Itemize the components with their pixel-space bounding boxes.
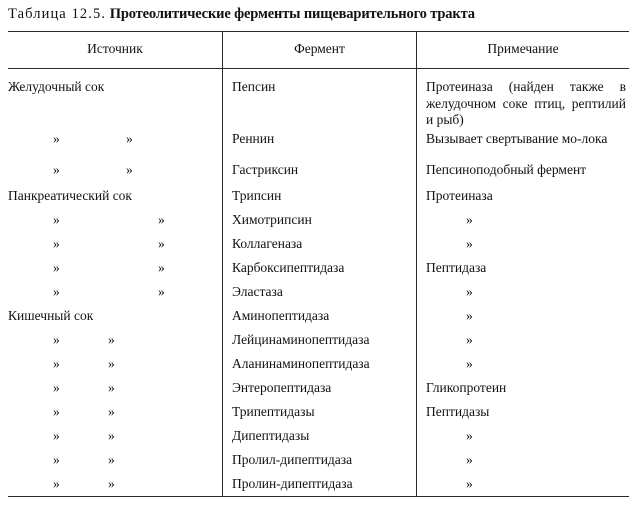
cell-note: Вызывает свертывание мо-лока [426, 131, 608, 146]
ditto-mark-source: » [53, 428, 60, 443]
ditto-mark-note: » [466, 284, 473, 299]
ditto-mark-source: » [108, 476, 115, 491]
cell-enzyme: Трипептидазы [232, 404, 315, 419]
cell-enzyme: Аминопептидаза [232, 308, 330, 323]
table-row [8, 452, 629, 476]
ditto-mark-source: » [53, 452, 60, 467]
cell-note: Пептидаза [426, 260, 487, 275]
cell-note: Пептидазы [426, 404, 490, 419]
table-row [8, 428, 629, 452]
cell-note: Протеиназа (найден также в желудочном соке птиц, рептилий и рыб) [426, 79, 626, 127]
table-row [8, 212, 629, 236]
ditto-mark-source: » [108, 356, 115, 371]
column-header-note: Примечание [487, 41, 559, 56]
ditto-mark-note: » [466, 476, 473, 491]
cell-source: Панкреатический сок [8, 188, 132, 203]
ditto-mark-note: » [466, 356, 473, 371]
cell-enzyme: Энтеропептидаза [232, 380, 332, 395]
cell-note: Гликопротеин [426, 380, 507, 395]
ditto-mark-source: » [158, 236, 165, 251]
ditto-mark-source: » [53, 404, 60, 419]
cell-enzyme: Гастриксин [232, 162, 299, 177]
ditto-mark-source: » [158, 260, 165, 275]
table-row [8, 236, 629, 260]
cell-enzyme: Аланинаминопептидаза [232, 356, 370, 371]
table-row [8, 476, 629, 500]
cell-enzyme: Карбоксипептидаза [232, 260, 345, 275]
table-row [8, 308, 629, 332]
cell-enzyme: Дипептидазы [232, 428, 310, 443]
cell-enzyme: Пролил-дипептидаза [232, 452, 353, 467]
ditto-mark-note: » [466, 212, 473, 227]
table-row [8, 260, 629, 284]
ditto-mark-source: » [53, 162, 60, 177]
ditto-mark-source: » [53, 131, 60, 146]
ditto-mark-note: » [466, 428, 473, 443]
ditto-mark-source: » [108, 428, 115, 443]
ditto-mark-source: » [158, 212, 165, 227]
ditto-mark-source: » [53, 212, 60, 227]
ditto-mark-source: » [53, 476, 60, 491]
table-row [8, 356, 629, 380]
table-caption [8, 5, 628, 23]
ditto-mark-source: » [126, 162, 133, 177]
cell-enzyme: Трипсин [232, 188, 282, 203]
table-row [8, 284, 629, 308]
ditto-mark-source: » [126, 131, 133, 146]
cell-enzyme: Пролин-дипептидаза [232, 476, 353, 491]
cell-note: Пепсиноподобный фермент [426, 162, 587, 177]
table-row [8, 79, 629, 131]
cell-enzyme: Лейцинаминопептидаза [232, 332, 370, 347]
ditto-mark-note: » [466, 332, 473, 347]
ditto-mark-source: » [158, 284, 165, 299]
ditto-mark-source: » [108, 404, 115, 419]
ditto-mark-source: » [53, 284, 60, 299]
table-row [8, 404, 629, 428]
ditto-mark-note: » [466, 236, 473, 251]
table-row [8, 162, 629, 188]
ditto-mark-note: » [466, 308, 473, 323]
cell-enzyme: Реннин [232, 131, 275, 146]
ditto-mark-source: » [108, 452, 115, 467]
ditto-mark-note: » [466, 452, 473, 467]
ditto-mark-source: » [53, 356, 60, 371]
column-header-source: Источник [87, 41, 143, 56]
ditto-mark-source: » [53, 260, 60, 275]
cell-source: Кишечный сок [8, 308, 94, 323]
column-header-enzyme: Фермент [294, 41, 345, 56]
enzymes-table [8, 31, 629, 497]
table-row [8, 188, 629, 212]
ditto-mark-source: » [53, 236, 60, 251]
table-caption-label: Таблица 12.5. [8, 6, 107, 22]
cell-enzyme: Химотрипсин [232, 212, 312, 227]
cell-enzyme: Пепсин [232, 79, 276, 94]
cell-source: Желудочный сок [8, 79, 105, 94]
ditto-mark-source: » [53, 332, 60, 347]
ditto-mark-source: » [53, 380, 60, 395]
table-top-rule [8, 31, 629, 32]
table-caption-title: Протеолитические ферменты пищеварительного тракта [109, 6, 475, 22]
cell-note: Протеиназа [426, 188, 493, 203]
ditto-mark-source: » [108, 332, 115, 347]
table-row [8, 131, 629, 162]
cell-enzyme: Коллагеназа [232, 236, 303, 251]
cell-enzyme: Эластаза [232, 284, 283, 299]
table-row [8, 332, 629, 356]
table-body [8, 69, 629, 496]
ditto-mark-source: » [108, 380, 115, 395]
table-row [8, 380, 629, 404]
